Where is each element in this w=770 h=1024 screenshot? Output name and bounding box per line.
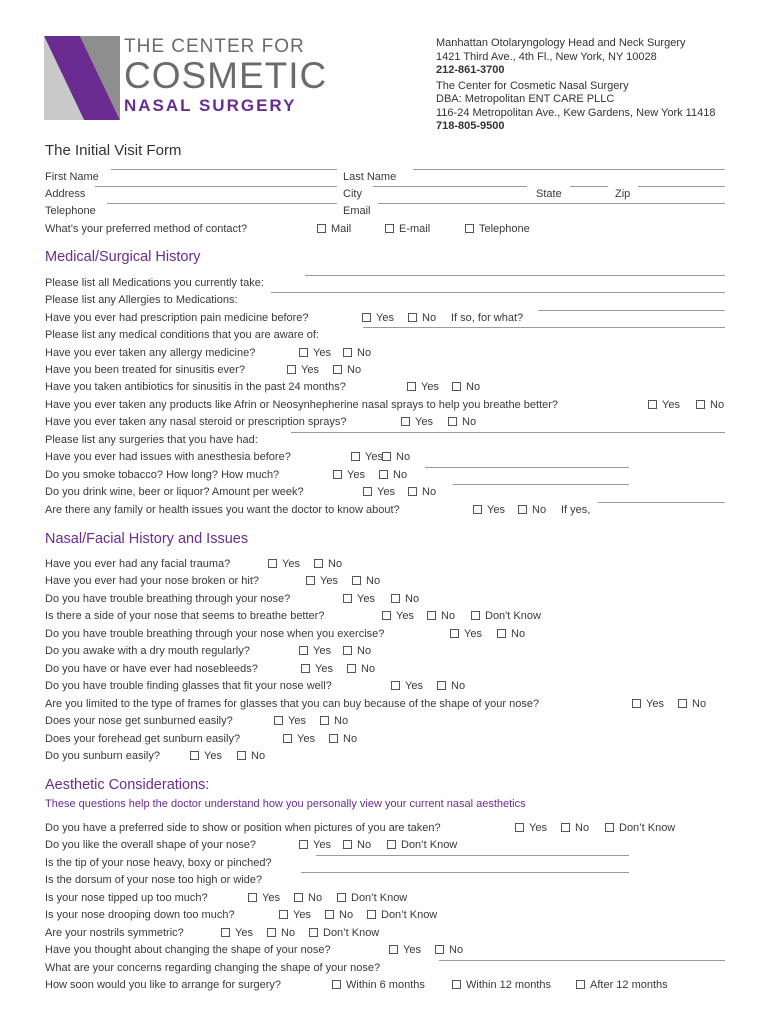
dont-know-checkbox[interactable]: Don't Know — [471, 608, 541, 625]
yes-checkbox[interactable]: Yes — [362, 310, 394, 327]
contact-email-checkbox[interactable]: E-mail — [385, 221, 430, 238]
logo-line-3: NASAL SURGERY — [124, 96, 297, 115]
question-text: What are your concerns regarding changing the shape of your nose? — [45, 962, 381, 974]
no-checkbox[interactable]: No — [237, 748, 265, 765]
question-text: Are your nostrils symmetric? — [45, 927, 184, 939]
address-label: Address — [45, 188, 86, 200]
yes-checkbox[interactable]: Yes — [333, 467, 365, 484]
family-issues-field[interactable] — [598, 502, 725, 503]
yes-checkbox[interactable]: Yes — [515, 820, 547, 837]
allergies-field[interactable] — [271, 292, 725, 293]
address-line-2: 1421 Third Ave., 4th Fl., New York, NY 10028 — [436, 50, 657, 63]
question-text: Do you have trouble finding glasses that fit your nose well? — [45, 680, 332, 692]
no-checkbox[interactable]: No — [408, 310, 436, 327]
yes-checkbox[interactable]: Yes — [382, 608, 414, 625]
no-checkbox[interactable]: No — [333, 362, 361, 379]
no-checkbox[interactable]: No — [696, 397, 724, 414]
question-text: Do you smoke tobacco? How long? How much? — [45, 469, 280, 481]
dont-know-checkbox[interactable]: Don’t Know — [387, 837, 457, 854]
nasal-q2 — [45, 573, 730, 590]
question-text: Do you drink wine, beer or liquor? Amount per week? — [45, 486, 304, 498]
address-block — [436, 37, 715, 134]
contact-method-row — [45, 221, 730, 238]
no-checkbox[interactable]: No — [382, 449, 410, 466]
telephone-field[interactable] — [107, 203, 337, 204]
yes-checkbox[interactable]: Yes — [343, 591, 375, 608]
question-text: Is the tip of your nose heavy, boxy or pinched? — [45, 857, 272, 869]
medical-q3 — [45, 310, 730, 327]
within-6-months-checkbox[interactable]: Within 6 months — [332, 977, 425, 994]
smoking-field[interactable] — [425, 467, 629, 468]
yes-checkbox[interactable]: Yes — [389, 942, 421, 959]
question-text: Does your nose get sunburned easily? — [45, 715, 233, 727]
no-checkbox[interactable]: No — [329, 731, 357, 748]
nasal-q8 — [45, 678, 730, 695]
yes-checkbox[interactable]: Yes — [363, 484, 395, 501]
address-phone-2: 718-805-9500 — [436, 120, 505, 132]
address-row — [45, 186, 730, 203]
question-text: Is the dorsum of your nose too high or wide? — [45, 874, 263, 886]
yes-checkbox[interactable]: Yes — [407, 379, 439, 396]
address-line-3: The Center for Cosmetic Nasal Surgery — [436, 79, 629, 92]
yes-checkbox[interactable]: Yes — [274, 713, 306, 730]
yes-checkbox[interactable]: Yes — [306, 573, 338, 590]
question-text: Have you ever had any facial trauma? — [45, 558, 231, 570]
question-text: Does your forehead get sunburn easily? — [45, 733, 241, 745]
question-text: Please list any Allergies to Medications: — [45, 294, 238, 306]
medical-q6 — [45, 362, 730, 379]
tip-shape-field[interactable] — [316, 855, 629, 856]
question-text: Is your nose tipped up too much? — [45, 892, 208, 904]
question-text: Do you sunburn easily? — [45, 750, 160, 762]
yes-checkbox[interactable]: Yes — [391, 678, 423, 695]
name-row — [45, 169, 730, 186]
no-checkbox[interactable]: No — [325, 907, 353, 924]
question-text: Please list any medical conditions that you are aware of: — [45, 329, 319, 341]
nasal-q1 — [45, 556, 730, 573]
after-12-months-checkbox[interactable]: After 12 months — [576, 977, 668, 994]
address-field[interactable] — [95, 186, 337, 187]
question-text: Have you ever taken any products like Afrin or Neosynhepherine nasal sprays to help you breathe better? — [45, 399, 559, 411]
followup-label: If yes, — [561, 504, 591, 516]
dorsum-field[interactable] — [301, 872, 629, 873]
yes-checkbox[interactable]: Yes — [299, 345, 331, 362]
medical-q7 — [45, 379, 730, 396]
yes-checkbox[interactable]: Yes — [473, 502, 505, 519]
no-checkbox[interactable]: No — [314, 556, 342, 573]
nasal-q11 — [45, 731, 730, 748]
question-text: How soon would you like to arrange for surgery? — [45, 979, 282, 991]
question-text: Have you taken antibiotics for sinusitis in the past 24 months? — [45, 381, 346, 393]
medical-q5 — [45, 345, 730, 362]
no-checkbox[interactable]: No — [435, 942, 463, 959]
aesthetic-q3 — [45, 855, 730, 872]
question-text: Do you have a preferred side to show or position when pictures of you are taken? — [45, 822, 441, 834]
no-checkbox[interactable]: No — [518, 502, 546, 519]
dont-know-checkbox[interactable]: Don’t Know — [309, 925, 379, 942]
medical-q9 — [45, 414, 730, 431]
medical-q8 — [45, 397, 730, 414]
logo-mark-icon — [44, 36, 120, 120]
aesthetic-q10 — [45, 977, 730, 994]
yes-checkbox[interactable]: Yes — [287, 362, 319, 379]
no-checkbox[interactable]: No — [347, 661, 375, 678]
question-text: Have you ever taken any nasal steroid or prescription sprays? — [45, 416, 347, 428]
question-text: Have you ever had your nose broken or hit? — [45, 575, 260, 587]
logo-line-1: THE CENTER FOR — [124, 36, 305, 57]
no-checkbox[interactable]: No — [343, 345, 371, 362]
city-field[interactable] — [373, 186, 527, 187]
question-text: Is there a side of your nose that seems to breathe better? — [45, 610, 325, 622]
question-text: Do you like the overall shape of your nose? — [45, 839, 256, 851]
aesthetic-q2 — [45, 837, 730, 854]
medical-q14 — [45, 502, 730, 519]
yes-checkbox[interactable]: Yes — [401, 414, 433, 431]
city-label: City — [343, 188, 362, 200]
question-text: Please list any surgeries that you have had: — [45, 434, 258, 446]
address-line-1: Manhattan Otolaryngology Head and Neck Surgery — [436, 37, 686, 49]
first-name-field[interactable] — [111, 169, 337, 170]
no-checkbox[interactable]: No — [497, 626, 525, 643]
pain-medicine-field[interactable] — [538, 310, 725, 311]
yes-checkbox[interactable]: Yes — [268, 556, 300, 573]
first-name-label: First Name — [45, 171, 99, 183]
no-checkbox[interactable]: No — [343, 837, 371, 854]
yes-checkbox[interactable]: Yes — [450, 626, 482, 643]
last-name-label: Last Name — [343, 171, 397, 183]
yes-checkbox[interactable]: Yes — [632, 696, 664, 713]
email-label: Email — [343, 205, 371, 217]
concerns-field[interactable] — [439, 960, 725, 961]
yes-checkbox[interactable]: Yes — [648, 397, 680, 414]
no-checkbox[interactable]: No — [408, 484, 436, 501]
logo-line-2: COSMETIC — [124, 55, 328, 96]
medical-q1 — [45, 275, 730, 292]
medical-q13 — [45, 484, 730, 501]
address-phone-1: 212-861-3700 — [436, 64, 505, 76]
medical-q2 — [45, 292, 730, 309]
contact-telephone-checkbox[interactable]: Telephone — [465, 221, 530, 238]
question-text: Are you limited to the type of frames for glasses that you can buy because of the shape of your nose? — [45, 698, 540, 710]
question-text: Have you ever had issues with anesthesia before? — [45, 451, 291, 463]
logo — [44, 36, 334, 120]
no-checkbox[interactable]: No — [343, 643, 371, 660]
state-field[interactable] — [570, 186, 608, 187]
question-text: Are there any family or health issues you want the doctor to know about? — [45, 504, 400, 516]
contact-method-question: What’s your preferred method of contact? — [45, 223, 248, 235]
aesthetic-q6 — [45, 907, 730, 924]
telephone-row — [45, 203, 730, 220]
nasal-q12 — [45, 748, 730, 765]
within-12-months-checkbox[interactable]: Within 12 months — [452, 977, 551, 994]
nasal-q4 — [45, 608, 730, 625]
surgeries-field[interactable] — [291, 432, 725, 433]
yes-checkbox[interactable]: Yes — [299, 643, 331, 660]
last-name-field[interactable] — [413, 169, 725, 170]
question-text: Have you ever taken any allergy medicine? — [45, 347, 256, 359]
yes-checkbox[interactable]: Yes — [248, 890, 280, 907]
yes-checkbox[interactable]: Yes — [351, 449, 383, 466]
nasal-q3 — [45, 591, 730, 608]
telephone-label: Telephone — [45, 205, 96, 217]
yes-checkbox[interactable]: Yes — [221, 925, 253, 942]
state-label: State — [536, 188, 562, 200]
aesthetic-q1 — [45, 820, 730, 837]
yes-checkbox[interactable]: Yes — [301, 661, 333, 678]
dont-know-checkbox[interactable]: Don’t Know — [367, 907, 437, 924]
question-text: Is your nose drooping down too much? — [45, 909, 235, 921]
form-title: The Initial Visit Form — [45, 142, 182, 159]
aesthetic-subtitle: These questions help the doctor understand how you personally view your current nasal aesthetics — [45, 798, 526, 810]
question-text: Have you ever had prescription pain medicine before? — [45, 312, 309, 324]
email-field[interactable] — [378, 203, 725, 204]
no-checkbox[interactable]: No — [678, 696, 706, 713]
medical-q12 — [45, 467, 730, 484]
question-text: Have you been treated for sinusitis ever? — [45, 364, 245, 376]
no-checkbox[interactable]: No — [320, 713, 348, 730]
no-checkbox[interactable]: No — [437, 678, 465, 695]
dont-know-checkbox[interactable]: Don’t Know — [337, 890, 407, 907]
drinking-field[interactable] — [453, 484, 629, 485]
no-checkbox[interactable]: No — [267, 925, 295, 942]
dont-know-checkbox[interactable]: Don’t Know — [605, 820, 675, 837]
no-checkbox[interactable]: No — [427, 608, 455, 625]
no-checkbox[interactable]: No — [352, 573, 380, 590]
address-line-5: 116-24 Metropolitan Ave., Kew Gardens, New York 11418 — [436, 106, 716, 119]
question-text: Do you have trouble breathing through your nose when you exercise? — [45, 628, 385, 640]
aesthetic-q7 — [45, 925, 730, 942]
question-text: Do you have or have ever had nosebleeds? — [45, 663, 258, 675]
nasal-q10 — [45, 713, 730, 730]
yes-checkbox[interactable]: Yes — [190, 748, 222, 765]
question-text: Have you thought about changing the shape of your nose? — [45, 944, 331, 956]
no-checkbox[interactable]: No — [379, 467, 407, 484]
address-line-4: DBA: Metropolitan ENT CARE PLLC — [436, 93, 615, 105]
no-checkbox[interactable]: No — [561, 820, 589, 837]
question-text: Do you have trouble breathing through your nose? — [45, 593, 291, 605]
nasal-q6 — [45, 643, 730, 660]
medical-q4 — [45, 327, 730, 344]
medical-q11 — [45, 449, 730, 466]
zip-field[interactable] — [638, 186, 725, 187]
zip-label: Zip — [615, 188, 631, 200]
conditions-field[interactable] — [363, 327, 725, 328]
nasal-history-heading: Nasal/Facial History and Issues — [45, 531, 249, 547]
no-checkbox[interactable]: No — [448, 414, 476, 431]
followup-label: If so, for what? — [451, 312, 524, 324]
no-checkbox[interactable]: No — [452, 379, 480, 396]
no-checkbox[interactable]: No — [294, 890, 322, 907]
aesthetic-q5 — [45, 890, 730, 907]
question-text: Please list all Medications you currently take: — [45, 277, 264, 289]
nasal-q5 — [45, 626, 730, 643]
aesthetic-q4 — [45, 872, 730, 889]
question-text: Do you awake with a dry mouth regularly? — [45, 645, 250, 657]
no-checkbox[interactable]: No — [391, 591, 419, 608]
yes-checkbox[interactable]: Yes — [299, 837, 331, 854]
nasal-q9 — [45, 696, 730, 713]
medications-field[interactable] — [305, 275, 725, 276]
medical-history-heading: Medical/Surgical History — [45, 249, 201, 265]
aesthetic-heading: Aesthetic Considerations: — [45, 777, 210, 793]
medical-q10 — [45, 432, 730, 449]
contact-mail-checkbox[interactable]: Mail — [317, 221, 351, 238]
aesthetic-q9 — [45, 960, 730, 977]
nasal-q7 — [45, 661, 730, 678]
aesthetic-q8 — [45, 942, 730, 959]
yes-checkbox[interactable]: Yes — [279, 907, 311, 924]
yes-checkbox[interactable]: Yes — [283, 731, 315, 748]
